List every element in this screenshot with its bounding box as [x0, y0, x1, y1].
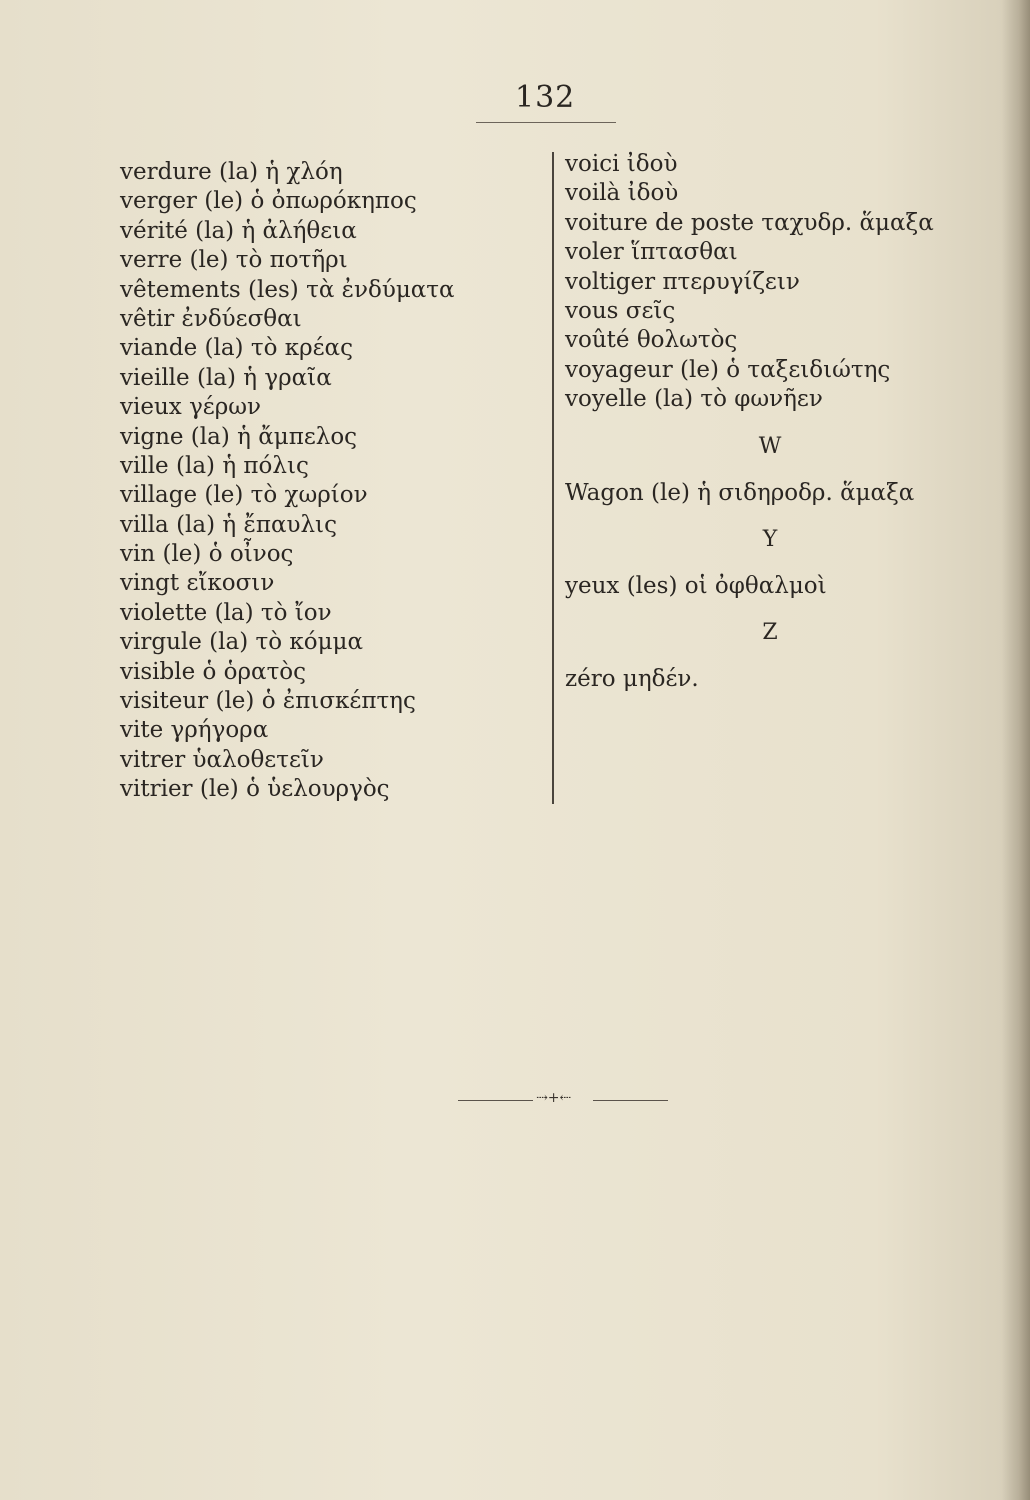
dictionary-entry	[565, 479, 985, 508]
dictionary-entry	[120, 187, 520, 216]
section-letter-w: W	[758, 433, 782, 459]
greek-term: ὁ ὑελουργὸς	[246, 776, 390, 803]
greek-term: ἵπτασθαι	[631, 239, 738, 266]
french-term: Wagon (le)	[565, 479, 690, 506]
dictionary-entry	[565, 179, 985, 208]
french-term: village (le)	[120, 482, 244, 509]
dictionary-entry	[120, 246, 520, 275]
dictionary-entry	[120, 716, 520, 745]
dictionary-entry	[120, 393, 520, 422]
french-term: vieux	[120, 394, 182, 421]
french-term: viande (la)	[120, 335, 244, 362]
greek-term: τὸ φωνῆεν	[700, 386, 823, 413]
french-term: vigne (la)	[120, 423, 230, 450]
french-term: vitrier (le)	[120, 776, 239, 803]
greek-term: ἡ σιδηροδρ. ἅμαξα	[697, 479, 915, 506]
dictionary-entry	[120, 481, 520, 510]
french-term: voltiger	[565, 268, 656, 295]
french-term: voûté	[565, 327, 630, 354]
french-term: voyelle (la)	[565, 386, 694, 413]
dictionary-entry	[565, 326, 985, 355]
greek-term: ὁ ὁρατὸς	[202, 658, 307, 685]
dictionary-entry	[120, 746, 520, 775]
dictionary-entry	[120, 217, 520, 246]
greek-term: γρήγορα	[170, 717, 269, 744]
greek-term: θολωτὸς	[636, 327, 738, 354]
french-term: vérité (la)	[120, 217, 235, 244]
dictionary-entry	[565, 238, 985, 267]
french-term: verre (le)	[120, 247, 229, 274]
french-term: yeux (les)	[565, 572, 678, 599]
greek-term: ἡ ἀλήθεια	[241, 217, 357, 244]
dictionary-entry	[120, 452, 520, 481]
ornament-glyph: ⇢+⇠	[536, 1090, 572, 1106]
greek-term: ἰδοὺ	[626, 151, 678, 177]
french-term: vêtements (les)	[120, 276, 299, 303]
french-term: vingt	[120, 570, 180, 597]
dictionary-entry	[565, 150, 985, 179]
french-term: vieille (la)	[120, 364, 236, 391]
dictionary-entry	[120, 540, 520, 569]
greek-term: τὸ κρέας	[250, 335, 353, 362]
greek-term: μηδέν.	[622, 666, 699, 693]
dictionary-entry	[565, 665, 985, 694]
dictionary-entry	[120, 423, 520, 452]
french-term: visible	[120, 658, 196, 685]
dictionary-entry	[565, 268, 985, 297]
french-term: ville (la)	[120, 452, 215, 479]
french-term: voler	[565, 239, 624, 266]
dictionary-entry	[565, 209, 985, 238]
greek-term: ὁ οἶνος	[208, 541, 294, 568]
page-number-rule	[476, 122, 616, 123]
french-term: visiteur (le)	[120, 688, 255, 715]
greek-term: σεῖς	[625, 297, 676, 324]
greek-term: οἱ ὀφθαλμοὶ	[684, 572, 827, 599]
greek-term: εἴκοσιν	[186, 570, 275, 597]
ornament-line-right	[593, 1100, 668, 1101]
dictionary-entry	[565, 572, 985, 601]
greek-term: ἡ χλόη	[265, 159, 343, 185]
section-letter-y: Y	[762, 526, 778, 552]
french-term: vite	[120, 717, 164, 744]
right-column	[565, 150, 985, 695]
french-term: verger (le)	[120, 188, 244, 215]
dictionary-entry	[120, 334, 520, 363]
greek-term: τὸ ποτῆρι	[235, 247, 348, 274]
dictionary-entry	[120, 511, 520, 540]
greek-term: τὸ ἴον	[260, 599, 332, 626]
ornament-line-left	[458, 1100, 533, 1101]
french-term: vêtir	[120, 305, 175, 332]
french-term: voiture de poste	[565, 209, 755, 236]
french-term: vous	[565, 297, 619, 324]
greek-term: ὁ ταξειδιώτης	[726, 356, 891, 383]
french-term: violette (la)	[120, 599, 254, 626]
greek-term: ἰδοὺ	[627, 180, 679, 207]
french-term: virgule (la)	[120, 629, 249, 656]
dictionary-entry	[120, 599, 520, 628]
french-term: vin (le)	[120, 541, 202, 568]
greek-term: ἐνδύεσθαι	[181, 305, 302, 332]
greek-term: τὸ κόμμα	[255, 629, 364, 656]
french-term: zéro	[565, 666, 616, 693]
greek-term: ἡ ἄμπελος	[237, 423, 358, 450]
left-column	[120, 158, 520, 805]
dictionary-entry	[565, 297, 985, 326]
dictionary-entry	[120, 569, 520, 598]
greek-term: τὰ ἐνδύματα	[306, 276, 455, 303]
french-term: villa (la)	[120, 511, 216, 538]
french-term: voici	[565, 151, 620, 177]
page-number: 132	[515, 80, 576, 115]
greek-term: ἡ ἔπαυλις	[222, 511, 337, 538]
dictionary-entry	[565, 356, 985, 385]
page-edge-shadow	[1002, 0, 1030, 1500]
section-letter-z: Z	[762, 620, 778, 646]
column-divider	[552, 152, 554, 804]
greek-term: ἡ γραῖα	[243, 364, 332, 391]
dictionary-entry	[565, 385, 985, 414]
french-term: verdure (la)	[120, 159, 259, 185]
dictionary-entry	[120, 628, 520, 657]
french-term: voilà	[565, 180, 621, 207]
dictionary-entry	[120, 658, 520, 687]
greek-term: ὁ ἐπισκέπτης	[261, 688, 416, 715]
greek-term: ταχυδρ. ἅμαξα	[761, 209, 934, 236]
dictionary-entry	[120, 364, 520, 393]
dictionary-entry	[120, 305, 520, 334]
greek-term: γέρων	[189, 394, 261, 421]
dictionary-entry	[120, 775, 520, 804]
french-term: voyageur (le)	[565, 356, 719, 383]
dictionary-entry	[120, 276, 520, 305]
dictionary-entry	[120, 687, 520, 716]
french-term: vitrer	[120, 746, 186, 773]
greek-term: τὸ χωρίον	[250, 482, 368, 509]
greek-term: ὁ ὀπωρόκηπος	[250, 188, 417, 215]
greek-term: πτερυγίζειν	[662, 268, 800, 295]
greek-term: ἡ πόλις	[222, 452, 309, 479]
dictionary-entry	[120, 158, 520, 187]
greek-term: ὑαλοθετεῖν	[192, 746, 324, 773]
end-ornament	[458, 1090, 668, 1106]
